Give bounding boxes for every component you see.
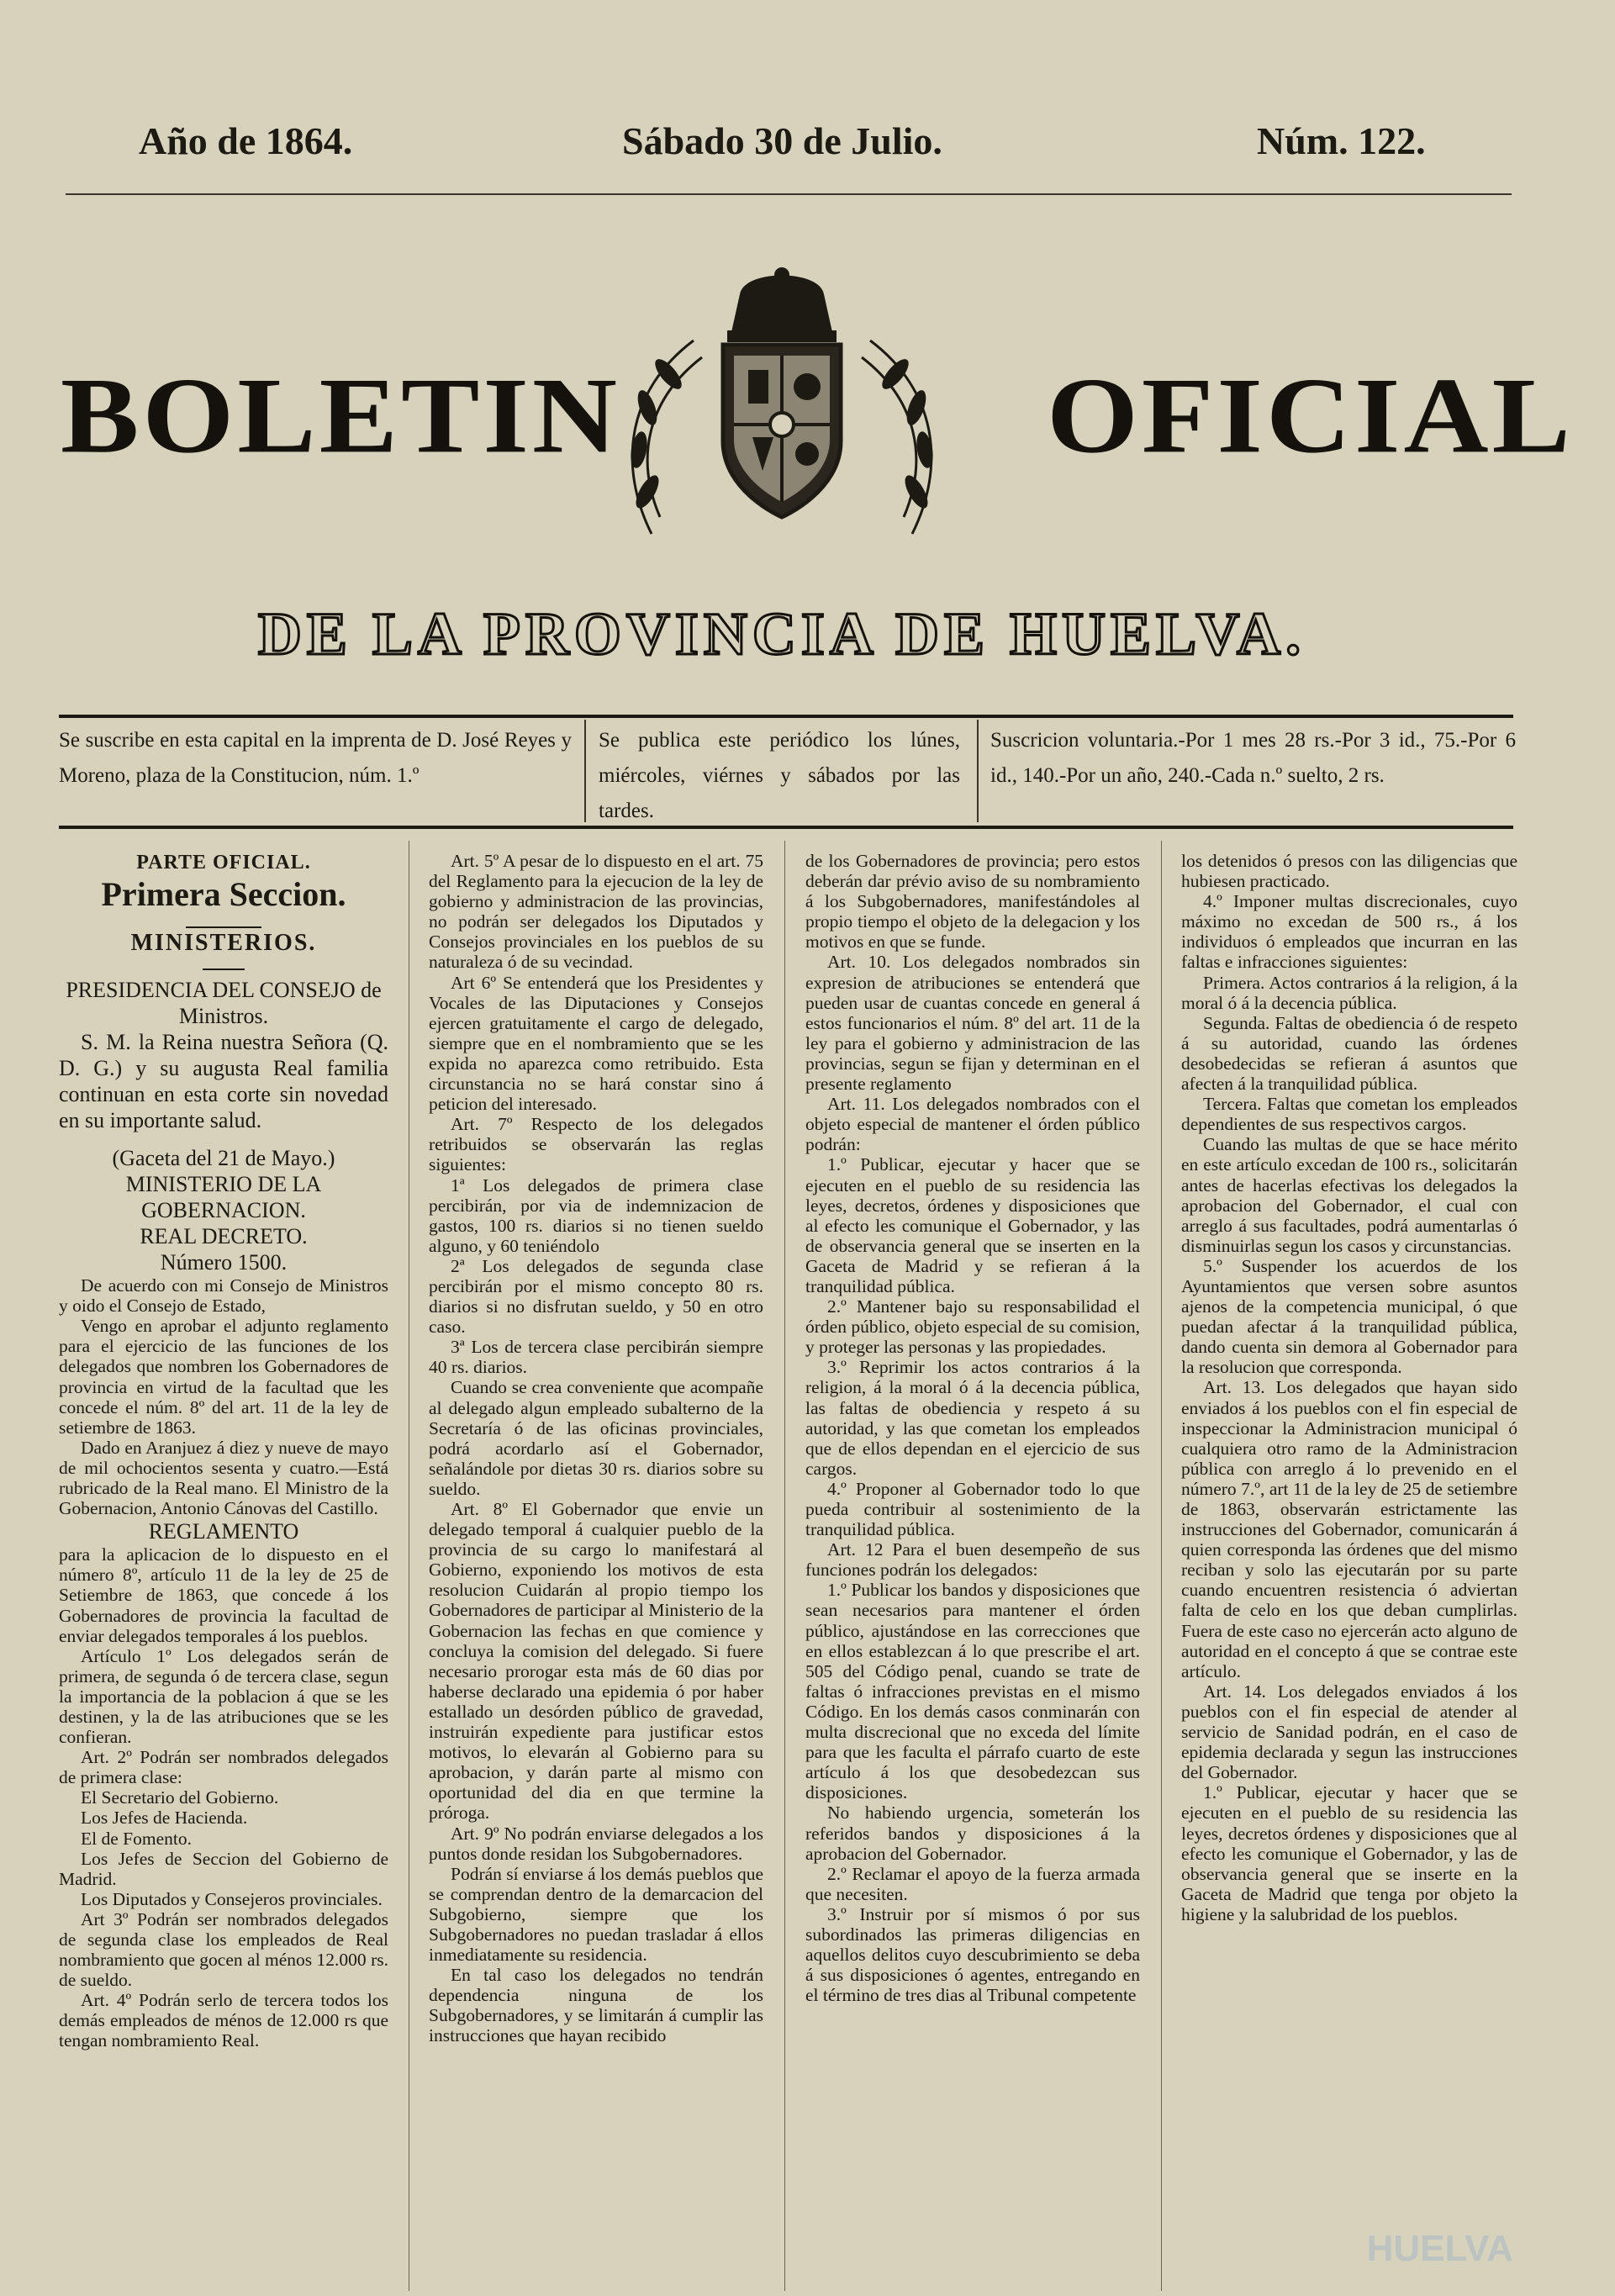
publication-days: Se publica este periódico los lúnes, miércoles, viérnes y sábados por las tardes. [599, 729, 960, 822]
list-item: El de Fomento. [81, 1828, 192, 1849]
presidencia-heading: PRESIDENCIA DEL CONSEJO de Ministros. [66, 978, 382, 1029]
paragraph: Art. 2º Podrán ser nombrados delegados de primera clase: [59, 1747, 388, 1788]
paragraph: Art 6º Se entenderá que los Presidentes y Vocales de las Diputaciones y Consejos ejercen gratuitamente el cargo de delegado, siempre que en el nombramiento que se les expida no aparezca como retribuido. Esta circunstancia no se hará constar sino á peticion del interesado. [429, 972, 763, 1115]
paragraph: Art. 11. Los delegados nombrados con el objeto especial de mantener el órden público podrán: [805, 1094, 1140, 1155]
section-heading-parte-oficial: PARTE OFICIAL. [136, 852, 311, 874]
decree-number: Número 1500. [160, 1250, 288, 1275]
paragraph: No habiendo urgencia, someterán los referidos bandos y disposiciones á la aprobacion del Gobernador. [805, 1802, 1140, 1864]
column-4 [1181, 851, 1517, 1924]
masthead-subtitle: DE LA PROVINCIA DE HUELVA. [257, 600, 1306, 668]
paragraph: 1.º Publicar, ejecutar y hacer que se ejecuten en el pueblo de su residencia las leyes, decretos órdenes y disposiciones que al efecto les comunique el Gobernador, y las de observancia general que se inserte en la Gaceta de Madrid que tenga por objeto la higiene y la salubridad de los pueblos. [1181, 1782, 1517, 1924]
paragraph: Art 3º Podrán ser nombrados delegados de segunda clase los empleados de Real nombramiento que gocen al ménos 12.000 rs. de sueldo. [59, 1908, 388, 1991]
subscription-prices: Suscricion voluntaria.-Por 1 mes 28 rs.-Por 3 id., 75.-Por 6 id., 140.-Por un año, 240.-Cada n.º suelto, 2 rs. [990, 729, 1516, 787]
subscription-bottom-rule [59, 826, 1513, 829]
list-item: Los Diputados y Consejeros provinciales. [81, 1888, 383, 1909]
paragraph: Segunda. Faltas de obediencia ó de respeto á su autoridad, cuando las órdenes desobedecidas se refieran á asuntos que afecten á la tranquilidad pública. [1181, 1012, 1517, 1095]
royal-crest-emblem [601, 265, 963, 542]
paragraph: Art. 13. Los delegados que hayan sido enviados á los pueblos con el fin especial de inspeccionar la Administracion municipal ó cualquiera otro ramo de la Administracion pública con arreglo á lo prevenido en el número 7.º, art 11 de la ley de 25 de setiembre de 1863, observarán estrictamente las instrucciones del Gobernador, comunicarán á quien corresponda las órdenes que del mismo reciban y solo las ejecutarán por su parte cuando encuentren resistencia ó adviertan falta de celo en los que deban cumplirlas. Fuera de este caso no ejercerán acto alguno de autoridad en el concepto á que se contrae este artículo. [1181, 1377, 1517, 1681]
paragraph: Art. 9º No podrán enviarse delegados a los puntos donde residan los Subgobernadores. [429, 1823, 763, 1864]
reglamento-heading: REGLAMENTO [148, 1519, 299, 1544]
list-item: El Secretario del Gobierno. [81, 1787, 279, 1808]
paragraph: 5.º Suspender los acuerdos de los Ayuntamientos que versen sobre asuntos ajenos de la competencia municipal, ó que puedan afectar á la tranquilidad pública, dando cuenta sin demora al Gobernador para la resolucion que corresponda. [1181, 1255, 1517, 1378]
ornament-divider [59, 958, 388, 970]
masthead-word-left: BOLETIN [61, 356, 620, 476]
paragraph: Art. 12 Para el buen desempeño de sus funciones podrán los delegados: [805, 1539, 1140, 1581]
subscription-divider [977, 720, 979, 822]
paragraph: Art. 4º Podrán serlo de tercera todos los demás empleados de ménos de 12.000 rs que tengan nombramiento Real. [59, 1990, 388, 2051]
column-1 [59, 851, 388, 2051]
paragraph: de los Gobernadores de provincia; pero estos deberán dar prévio aviso de su nombramiento á los Subgobernadores, manifestándoles al propio tiempo el objeto de la delegacion y los motivos en que se funde. [805, 851, 1140, 953]
paragraph: 2.º Reclamar el apoyo de la fuerza armada que necesiten. [805, 1863, 1140, 1904]
ministerio-heading: MINISTERIO DE LA GOBERNACION. [125, 1172, 322, 1223]
paragraph: Art. 10. Los delegados nombrados sin expresion de atribuciones se entenderá que pueden usar de cuantas concede en general á estos funcionarios el núm. 8º del art. 11 de la ley para el gobierno y administracion de las provincias, segun se fijan y determinan en el presente reglamento [805, 952, 1140, 1095]
paragraph: 1.º Publicar, ejecutar y hacer que se ejecuten en el pueblo de su residencia las leyes, decretos, órdenes y disposiciones que al efecto les comunique el Gobernador, y las de observancia general que se inserten en la Gaceta de Madrid y se refieran á la tranquilidad pública. [805, 1154, 1140, 1296]
header-rule [66, 193, 1512, 195]
subscription-divider [584, 720, 586, 822]
paragraph: Dado en Aranjuez á diez y nueve de mayo de mil ochocientos sesenta y cuatro.—Está rubricado de la Real mano. El Ministro de la Gobernacion, Antonio Cánovas del Castillo. [59, 1437, 388, 1519]
paragraph: Art. 5º A pesar de lo dispuesto en el art. 75 del Reglamento para la ejecucion de la ley de gobierno y administracion de las provincias, no podrán ser delegados los Diputados y Consejos provinciales en los pueblos de su naturaleza ó de su vecindad. [429, 851, 763, 973]
section-heading-ministerios: MINISTERIOS. [130, 930, 317, 957]
column-divider [1161, 841, 1162, 2291]
issue-number: Núm. 122. [1257, 119, 1426, 162]
paragraph: Art. 7º Respecto de los delegados retribuidos se observarán las reglas siguientes: [429, 1114, 763, 1175]
real-decreto-heading: REAL DECRETO. [140, 1224, 308, 1249]
subscription-top-rule [59, 715, 1513, 718]
ornament-divider [59, 916, 388, 928]
column-2 [429, 851, 763, 2046]
archive-watermark: HUELVA [1366, 2228, 1513, 2269]
masthead-word-right: OFICIAL [1047, 356, 1574, 476]
paragraph: Tercera. Faltas que cometan los empleados dependientes de sus respectivos cargos. [1181, 1094, 1517, 1135]
paragraph: De acuerdo con mi Consejo de Ministros y oido el Consejo de Estado, [59, 1275, 388, 1317]
column-divider [784, 841, 785, 2291]
section-heading-primera: Primera Seccion. [101, 875, 346, 914]
issue-year: Año de 1864. [139, 119, 353, 162]
paragraph: 4.º Imponer multas discrecionales, cuyo máximo no excedan de 500 rs., á los individuos ó empleados que incurran en las faltas e infracciones siguientes: [1181, 891, 1517, 973]
paragraph: 1.º Publicar los bandos y disposiciones que sean necesarios para mantener el órden público, ajustándose en las correcciones que en ellos establezcan á lo que prescribe el art. 505 del Código penal, cuando se trate de faltas ó infracciones previstas en el mismo Código. En los demás casos conminarán con multa discrecional que no exceda del límite para que les faculta el párrafo cuarto de este artículo á los que desobedezcan sus disposiciones. [805, 1580, 1140, 1803]
paragraph: Vengo en aprobar el adjunto reglamento para el ejercicio de las funciones de los delegados que nombren los Gobernadores de provincia en virtud de la facultad que les concede el núm. 8º del art. 11 de la ley de setiembre de 1863. [59, 1316, 388, 1438]
subscription-place: Se suscribe en esta capital en la imprenta de D. José Reyes y Moreno, plaza de la Constitucion, núm. 1.º [59, 729, 572, 787]
paragraph: Primera. Actos contrarios á la religion, á la moral ó á la decencia pública. [1181, 972, 1517, 1013]
paragraph: Cuando se crea conveniente que acompañe al delegado algun empleado subalterno de la Secretaría ó de las oficinas provinciales, podrá acordarlo así el Gobernador, señalándole por dietas 30 rs. diarios sobre su sueldo. [429, 1377, 763, 1499]
paragraph: para la aplicacion de lo dispuesto en el número 8º, artículo 11 de la ley de 25 de Setiembre de 1863, que concede á los Gobernadores de provincia la facultad de enviar delegados temporales á los pueblos. [59, 1544, 388, 1646]
paragraph: En tal caso los delegados no tendrán dependencia ninguna de los Subgobernadores, y se limitarán á cumplir las instrucciones que hayan recibido [429, 1965, 763, 2046]
column-3 [805, 851, 1140, 2005]
paragraph: 1ª Los delegados de primera clase percibirán, por via de indemnizacion de gastos, 100 rs. diarios si no tienen sueldo alguno, y 60 teniéndolo [429, 1174, 763, 1256]
gaceta-reference: (Gaceta del 21 de Mayo.) [112, 1146, 335, 1171]
paragraph: Cuando las multas de que se hace mérito en este artículo excedan de 100 rs., solicitarán antes de hacerlas efectivas los delegados la aprobacion del Gobernador, el cual con arreglo á sus facultades, podrá aumentarlas ó disminuirlas segun los casos y circunstancias. [1181, 1134, 1517, 1256]
list-item: Los Jefes de Hacienda. [81, 1808, 248, 1829]
paragraph: 2.º Mantener bajo su responsabilidad el órden público, objeto especial de su comision, y proteger las personas y las propiedades. [805, 1296, 1140, 1358]
paragraph: Podrán sí enviarse á los demás pueblos que se comprendan dentro de la demarcacion del Subgobierno, siempre que los Subgobernadores no puedan trasladar á ellos inmediatamente su residencia. [429, 1863, 763, 1966]
paragraph: 2ª Los delegados de segunda clase percibirán por el mismo concepto 80 rs. diarios si no disfrutan sueldo, y 50 en otro caso. [429, 1255, 763, 1338]
paragraph: Art. 14. Los delegados enviados á los pueblos con el fin especial de atender al servicio de Sanidad podrán, en el caso de epidemia declarada y segun las instrucciones del Gobernador. [1181, 1681, 1517, 1783]
list-item: Los Jefes de Seccion del Gobierno de Madrid. [59, 1848, 388, 1889]
paragraph: Art. 8º El Gobernador que envie un delegado temporal á cualquier pueblo de la provincia de su cargo lo manifestará al Gobierno, exponiendo los motivos de esta resolucion Cuidarán al propio tiempo los Gobernadores de participar al Ministerio de la Gobernacion las fechas en que comience y concluya la comision del delegado. Si fuere necesario prorogar esta más de 60 dias por haberse declarado una epidemia ó por haber estallado un desórden público de gravedad, instruirán expediente para justificar estos motivos, lo elevarán al Gobierno para su aprobacion, y darán parte al mismo con oportunidad del dia en que termine la próroga. [429, 1499, 763, 1824]
paragraph: 3.º Reprimir los actos contrarios á la religion, á la moral ó á la decencia pública, las faltas de obediencia y respeto á su autoridad, y las que cometan los empleados que de ellos dependan en el ejercicio de sus cargos. [805, 1357, 1140, 1479]
paragraph: Artículo 1º Los delegados serán de primera, de segunda ó de tercera clase, segun la importancia de la poblacion á que se les destinen, y la de las atribuciones que se les confieran. [59, 1645, 388, 1748]
issue-date: Sábado 30 de Julio. [622, 119, 942, 162]
royal-health-notice: S. M. la Reina nuestra Señora (Q. D. G.) y su augusta Real familia continuan en esta corte sin novedad en su importante salud. [59, 1030, 388, 1133]
paragraph: los detenidos ó presos con las diligencias que hubiesen practicado. [1181, 851, 1517, 892]
paragraph: 3ª Los de tercera clase percibirán siempre 40 rs. diarios. [429, 1337, 763, 1378]
paragraph: 4.º Proponer al Gobernador todo lo que pueda contribuir al sostenimiento de la tranquilidad pública. [805, 1478, 1140, 1540]
paragraph: 3.º Instruir por sí mismos ó por sus subordinados las primeras diligencias en aquellos delitos cuyo descubrimiento se deba á sus disposiciones ó agentes, entregando en el término de tres dias al Tribunal competente [805, 1903, 1140, 2006]
